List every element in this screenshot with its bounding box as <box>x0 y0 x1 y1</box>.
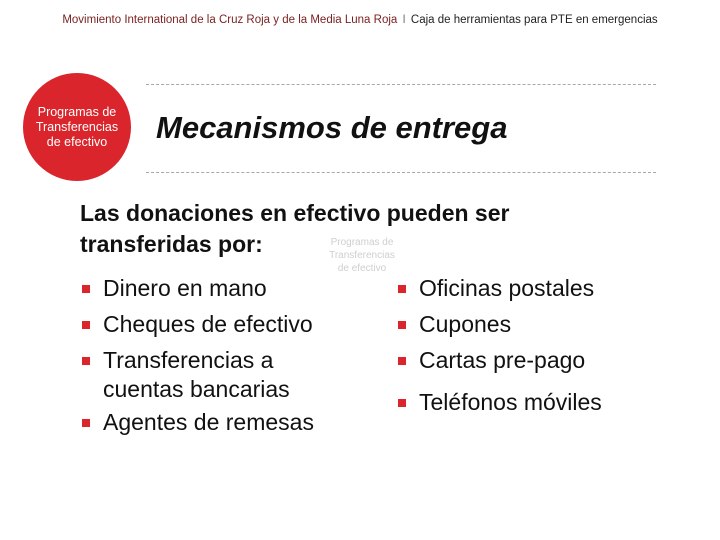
bullet-square-icon <box>398 285 406 293</box>
list-item <box>80 404 314 440</box>
list-item <box>396 270 602 306</box>
ghost-line-3: de efectivo <box>337 263 387 274</box>
list-item-label: Oficinas postales <box>419 275 595 301</box>
list-item-continuation: cuentas bancarias <box>103 376 290 402</box>
ghost-line-2: Transferencias <box>329 250 395 261</box>
list-item-label: Cheques de efectivo <box>103 311 313 337</box>
bullet-square-icon <box>82 321 90 329</box>
header-separator: I <box>402 14 406 26</box>
header-toolkit: Caja de herramientas para PTE en emergencias <box>410 14 658 26</box>
bullet-square-icon <box>82 357 90 365</box>
bullet-square-icon <box>398 399 406 407</box>
delivery-mechanisms-list-left <box>80 270 314 440</box>
divider-bottom <box>146 172 656 173</box>
slide-title: Mecanismos de entrega <box>156 110 508 145</box>
list-item-label: Agentes de remesas <box>103 409 314 435</box>
bullet-square-icon <box>82 285 90 293</box>
list-item-label: Cupones <box>419 311 512 337</box>
list-item-label: Dinero en mano <box>103 275 267 301</box>
list-item-label: Transferencias a <box>103 347 274 373</box>
delivery-mechanisms-list-right <box>396 270 602 420</box>
intro-line-1: Las donaciones en efectivo pueden ser <box>80 200 510 226</box>
badge-line-3: de efectivo <box>46 134 108 149</box>
list-item-label: Teléfonos móviles <box>419 389 602 415</box>
list-item <box>80 306 314 342</box>
ghost-line-1: Programas de <box>330 237 394 248</box>
divider-top <box>146 84 656 85</box>
program-badge <box>23 73 131 181</box>
list-item-label: Cartas pre-pago <box>419 347 586 373</box>
bullet-square-icon <box>398 321 406 329</box>
list-item <box>396 342 602 378</box>
bullet-square-icon <box>398 357 406 365</box>
badge-line-2: Transferencias <box>35 119 119 134</box>
list-item <box>396 384 602 420</box>
list-item <box>80 270 314 306</box>
header-organization: Movimiento International de la Cruz Roja y de la Media Luna Roja <box>62 14 398 26</box>
intro-line-2: transferidas por: <box>80 231 263 257</box>
list-item <box>80 342 314 404</box>
bullet-square-icon <box>82 419 90 427</box>
slide-header <box>0 14 720 26</box>
badge-line-1: Programas de <box>37 104 117 119</box>
list-item <box>396 306 602 342</box>
